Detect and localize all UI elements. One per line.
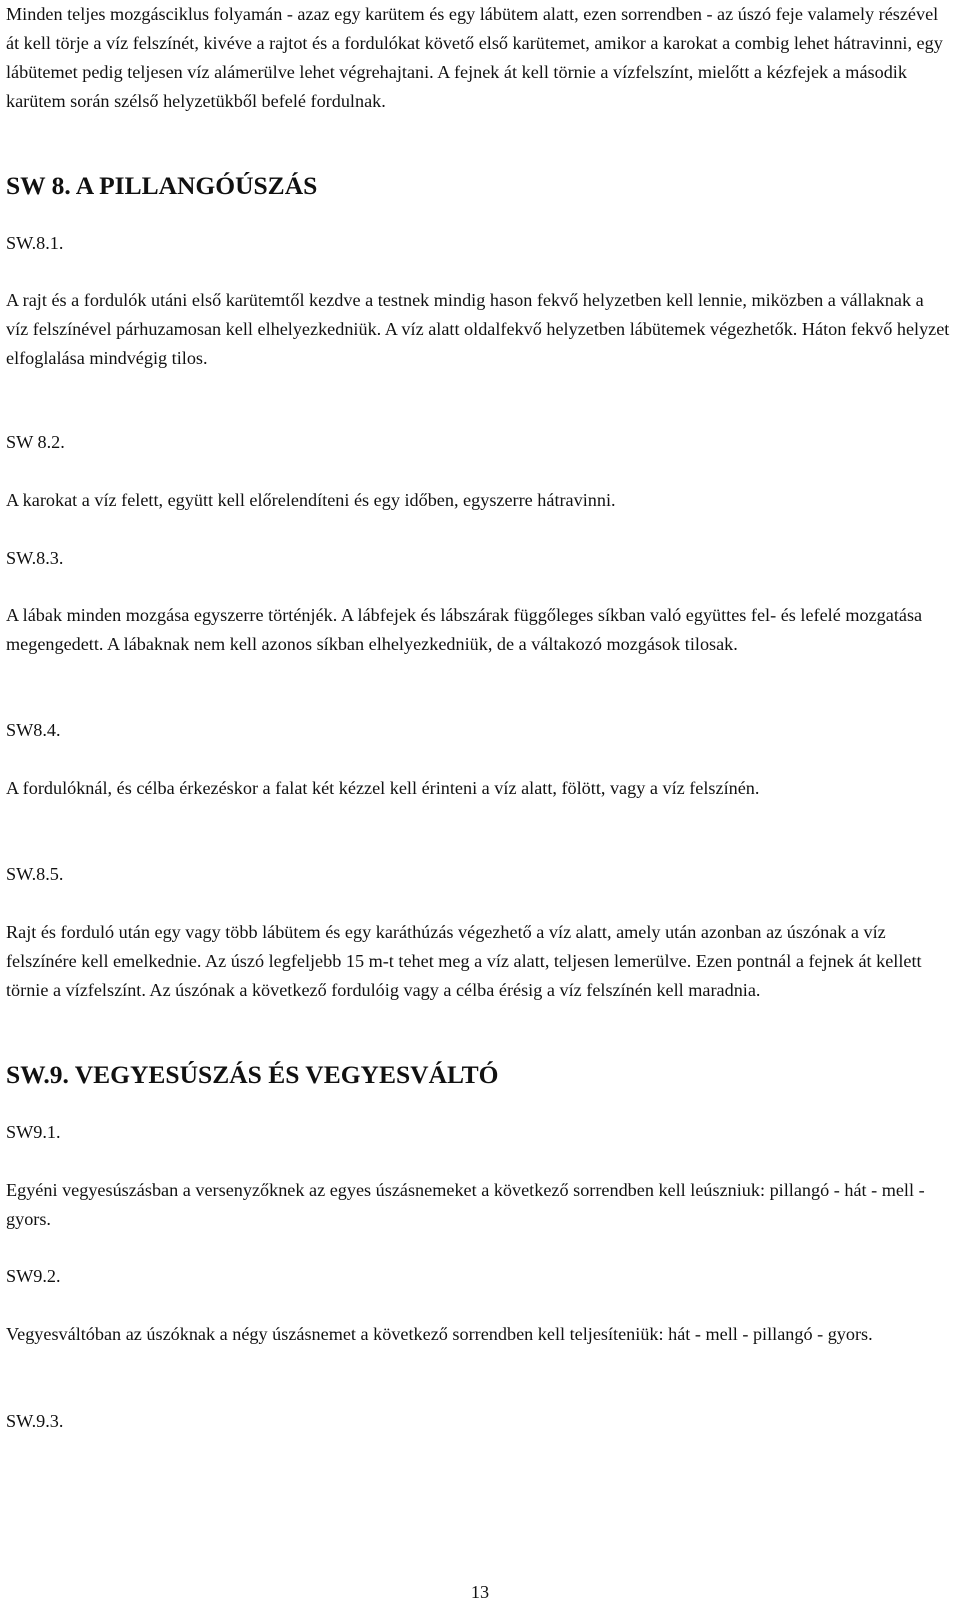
rule-label-8-3: SW.8.3. xyxy=(6,548,64,568)
rule-label-9-1: SW9.1. xyxy=(6,1122,61,1142)
opening-paragraph: Minden teljes mozgásciklus folyamán - azaz egy karütem és egy lábütem alatt, ezen sorrendben - az úszó feje valamely részével át kell törje a víz felszínét, kivéve a rajtot és a fordulókat követő első karütemet, amikor a karokat a combig lehet hátravinni, egy lábütemet pedig teljesen víz alámerülve lehet végrehajtani. A fejnek át kell törnie a vízfelszínt, mielőtt a kézfejek a második karütem során szélső helyzetükből befelé fordulnak. xyxy=(6,4,943,111)
rule-label-9-3: SW.9.3. xyxy=(6,1411,64,1431)
page-number: 13 xyxy=(470,1582,490,1602)
rule-text-8-2: A karokat a víz felett, együtt kell előrelendíteni és egy időben, egyszerre hátravinni. xyxy=(6,490,616,510)
rule-label-9-2: SW9.2. xyxy=(6,1266,61,1286)
section-heading-sw8: SW 8. A PILLANGÓÚSZÁS xyxy=(6,171,318,200)
rule-text-9-2: Vegyesváltóban az úszóknak a négy úszásnemet a következő sorrendben kell teljesíteniük: hát - mell - pillangó - gyors. xyxy=(6,1324,873,1344)
rule-text-8-3: A lábak minden mozgása egyszerre történjék. A lábfejek és lábszárak függőleges síkban való együttes fel- és lefelé mozgatása megengedett. A lábaknak nem kell azonos síkban elhelyezkedniük, de a váltakozó mozgások tilosak. xyxy=(6,605,923,654)
rule-label-8-5: SW.8.5. xyxy=(6,864,64,884)
section-heading-sw9: SW.9. VEGYESÚSZÁS ÉS VEGYESVÁLTÓ xyxy=(6,1060,499,1089)
rule-text-8-5: Rajt és forduló után egy vagy több lábütem és egy karáthúzás végezhető a víz alatt, amely után azonban az úszónak a víz felszínére kell emelkednie. Az úszó legfeljebb 15 m-t tehet meg a víz alatt, teljesen lemerülve. Ezen pontnál a fejnek át kellett törnie a vízfelszínt. Az úszónak a következő fordulóig vagy a célba érésig a víz felszínén kell maradnia. xyxy=(6,922,922,1000)
rule-label-8-1: SW.8.1. xyxy=(6,233,64,253)
rule-text-8-4: A fordulóknál, és célba érkezéskor a falat két kézzel kell érinteni a víz alatt, fölött, vagy a víz felszínén. xyxy=(6,778,760,798)
rule-text-8-1: A rajt és a fordulók utáni első karütemtől kezdve a testnek mindig hason fekvő helyzetben kell lennie, miközben a vállaknak a víz felszínével párhuzamosan kell elhelyezkedniük. A víz alatt oldalfekvő helyzetben lábütemek végezhetők. Háton fekvő helyzet elfoglalása mindvégig tilos. xyxy=(6,290,950,368)
rule-text-9-1: Egyéni vegyesúszásban a versenyzőknek az egyes úszásnemeket a következő sorrendben kell leúszniuk: pillangó - hát - mell - gyors. xyxy=(6,1180,925,1229)
rule-label-8-4: SW8.4. xyxy=(6,720,61,740)
rule-label-8-2: SW 8.2. xyxy=(6,432,65,452)
